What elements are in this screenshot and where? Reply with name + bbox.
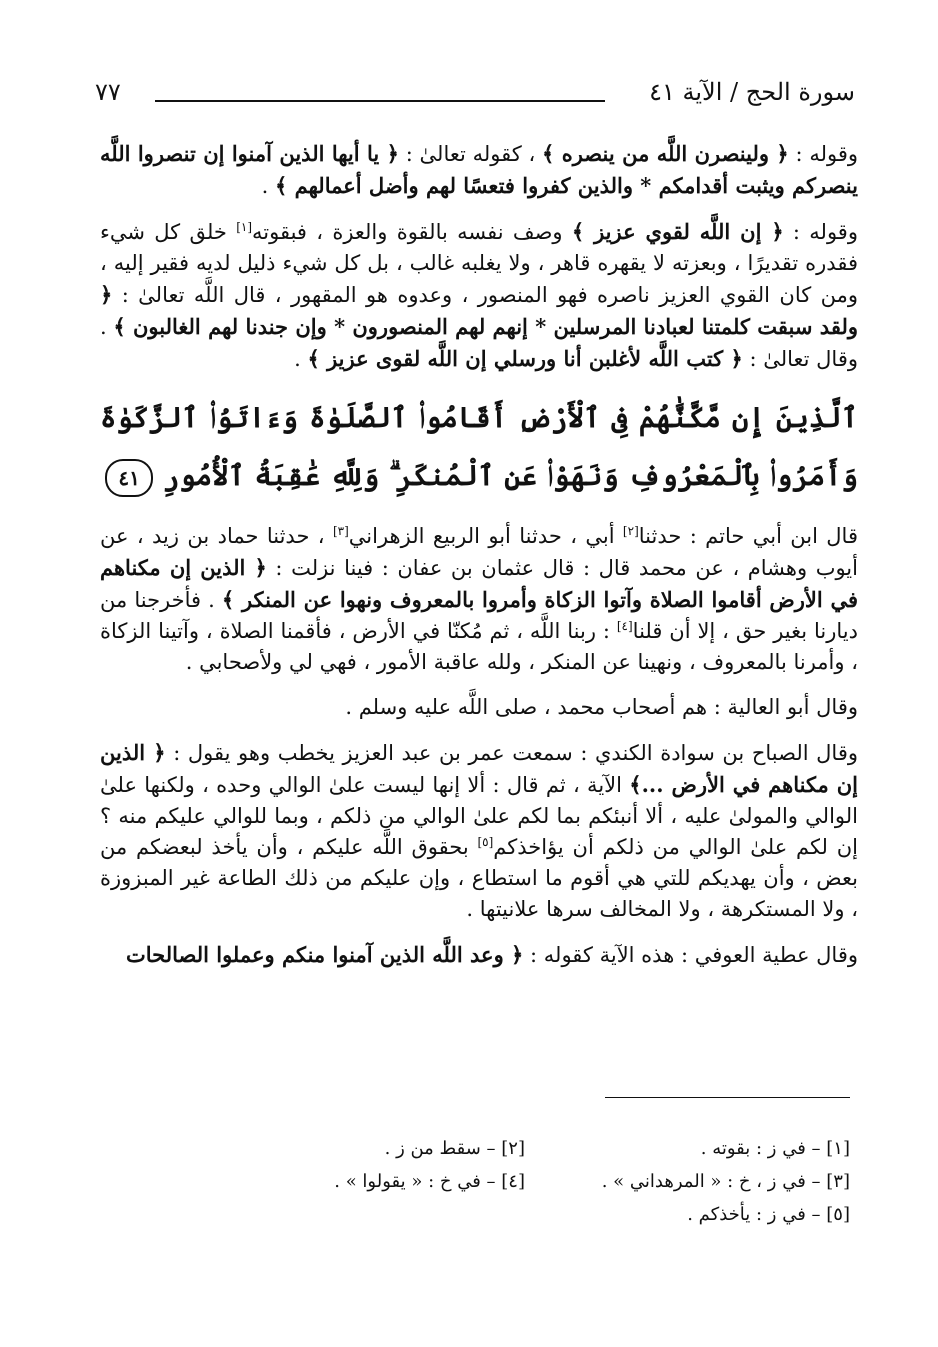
text-run: . [261,174,276,198]
text-run: الآية ، ثم قال : ألا إنها ليست علىٰ الوالي وحده ، ولكنها علىٰ الوالي والمولىٰ عليه ، ألا أنبئكم بما لكم علىٰ الوالي من ذلكم ، وبما للوالي عليكم منه ؟ إن لكم علىٰ الوالي من ذلكم أن يؤاخذكم [100,773,858,859]
paragraph-text [100,138,858,202]
footnote-marker: [٤] [616,619,633,633]
paragraph-1 [100,138,858,202]
quran-verse [100,389,858,505]
quoted-text: ﴿ الذين إن مكناهم في الأرض ...﴾ [100,740,858,797]
text-run: وقوله : [783,220,858,244]
quoted-text: ﴿ ولينصرن اللَّه من ينصره ﴾ [542,141,789,166]
paragraph-text [100,939,858,971]
text-run: . [294,347,308,371]
text-run: وقال الصباح بن سوادة الكندي : سمعت عمر بن عبد العزيز يخطب وهو يقول : [165,741,858,765]
text-run: ، كقوله تعالىٰ : [398,142,543,166]
footnote-marker: [١] [236,220,253,234]
footnote-item [200,1204,525,1237]
text-run: : ربنا اللَّه ، ثم مُكنّا في الأرض ، فأقمنا الصلاة ، وآتينا الزكاة ، وأمرنا بالمعروف ، ونهينا عن المنكر ، ولله عاقبة الأمور ، فهي لي ولأصحابي . [100,619,858,674]
text-run: وقوله : [788,142,859,166]
footnote-row [200,1204,850,1237]
text-run: أبي ، حدثنا أبو الربيع الزهراني [348,524,623,548]
quoted-text: ﴿ ولقد سبقت كلمتنا لعبادنا المرسلين * إنهم لهم المنصورون * وإن جندنا لهم الغالبون ﴾ [100,282,858,339]
footnote-row [200,1138,850,1171]
footnote-row [200,1171,850,1204]
footnotes [200,1138,850,1237]
text-run: وصف نفسه بالقوة والعزة ، فبقوته [252,220,572,244]
text-run: وقال أبو العالية : هم أصحاب محمد ، صلى اللَّه عليه وسلم . [345,695,858,719]
paragraph-4 [100,692,858,723]
text-run: ، حدثنا حماد بن زيد ، عن أيوب وهشام ، عن محمد قال : قال عثمان بن عفان : فينا نزلت : [100,524,858,580]
paragraph-text [100,737,858,925]
page-header [95,78,855,114]
page-number: ٧٧ [95,78,121,106]
quoted-text: ﴿ كتب اللَّه لأغلبن أنا ورسلي إن اللَّه لقوى عزيز ﴾ [307,346,743,371]
quoted-text: ﴿ الذين إن مكناهم في الأرض أقاموا الصلاة وآتوا الزكاة وأمروا بالمعروف ونهوا عن المنكر ﴾ [100,555,858,612]
verse-number-medallion: ٤١ [105,459,153,497]
footnote-marker: [٣] [332,524,349,538]
header-rule [155,100,605,102]
paragraph-text [100,521,858,678]
paragraph-6 [100,939,858,971]
running-title: سورة الحج / الآية ٤١ [649,78,855,106]
paragraph-text [100,216,858,375]
text-run: خلق كل شيء فقدره تقديرًا ، وبعزته لا يقهره قاهر ، ولا يغلبه غالب ، بل كل شيء ذليل لديه فقير إليه ، ومن كان القوي العزيز ناصره فهو المنصور ، وعدوه هو المقهور ، قال اللَّه تعالىٰ : [100,220,858,307]
main-text [100,138,858,985]
quoted-text: ﴿ وعد اللَّه الذين آمنوا منكم وعملوا الصالحات [125,942,524,967]
footnote-item: [١] – في ز : بقوته . [700,1138,850,1159]
footnote-marker: [٢] [622,524,639,538]
paragraph-5 [100,737,858,925]
text-run: قال ابن أبي حاتم : حدثنا [638,524,858,548]
footnote-item: [٢] – سقط من ز . [384,1138,525,1159]
footnote-item: [٣] – في ز ، خ : « المرهداني » . [601,1171,850,1192]
text-run: . فأخرجنا من ديارنا بغير حق ، إلا أن قلنا [100,588,858,643]
text-run: . وقال تعالىٰ : [100,315,858,371]
paragraph-3 [100,521,858,678]
text-run: وقال عطية العوفي : هذه الآية كقوله : [523,943,858,967]
footnote-item: [٥] – في ز : يأخذكم . [687,1204,850,1225]
verse-text: ٱلَّذِينَ إِن مَّكَّنَّٰهُمْ فِى ٱلْأَرْضِ أَقَامُوا۟ ٱلصَّلَوٰةَ وَءَاتَوُا۟ ٱلزَّكَوٰةَ وَأَمَرُوا۟ بِٱلْمَعْرُوفِ وَنَهَوْا۟ عَنِ ٱلْمُنكَرِ ۗ وَلِلَّهِ عَٰقِبَةُ ٱلْأُمُورِ [100,401,858,492]
text-run: بحقوق اللَّه عليكم ، وأن يأخذ لبعضكم من بعض ، وأن يهديكم للتي هي أقوم ما استطاع ، وإن عليكم من ذلك الطاعة غير المبزوزة ، ولا المستكرهة ، ولا المخالف سرها علانيتها . [100,835,858,921]
quoted-text: ﴿ يا أيها الذين آمنوا إن تنصروا اللَّه ينصركم ويثبت أقدامكم * والذين كفروا فتعسًا لهم وأضل أعمالهم ﴾ [100,141,858,198]
paragraph-2 [100,216,858,375]
paragraph-text [100,692,858,723]
quoted-text: ﴿ إن اللَّه لقوي عزيز ﴾ [571,219,784,244]
footnote-marker: [٥] [477,835,494,849]
footnote-item: [٤] – في خ : « يقولوا » . [334,1171,525,1192]
footnote-rule [605,1097,850,1098]
